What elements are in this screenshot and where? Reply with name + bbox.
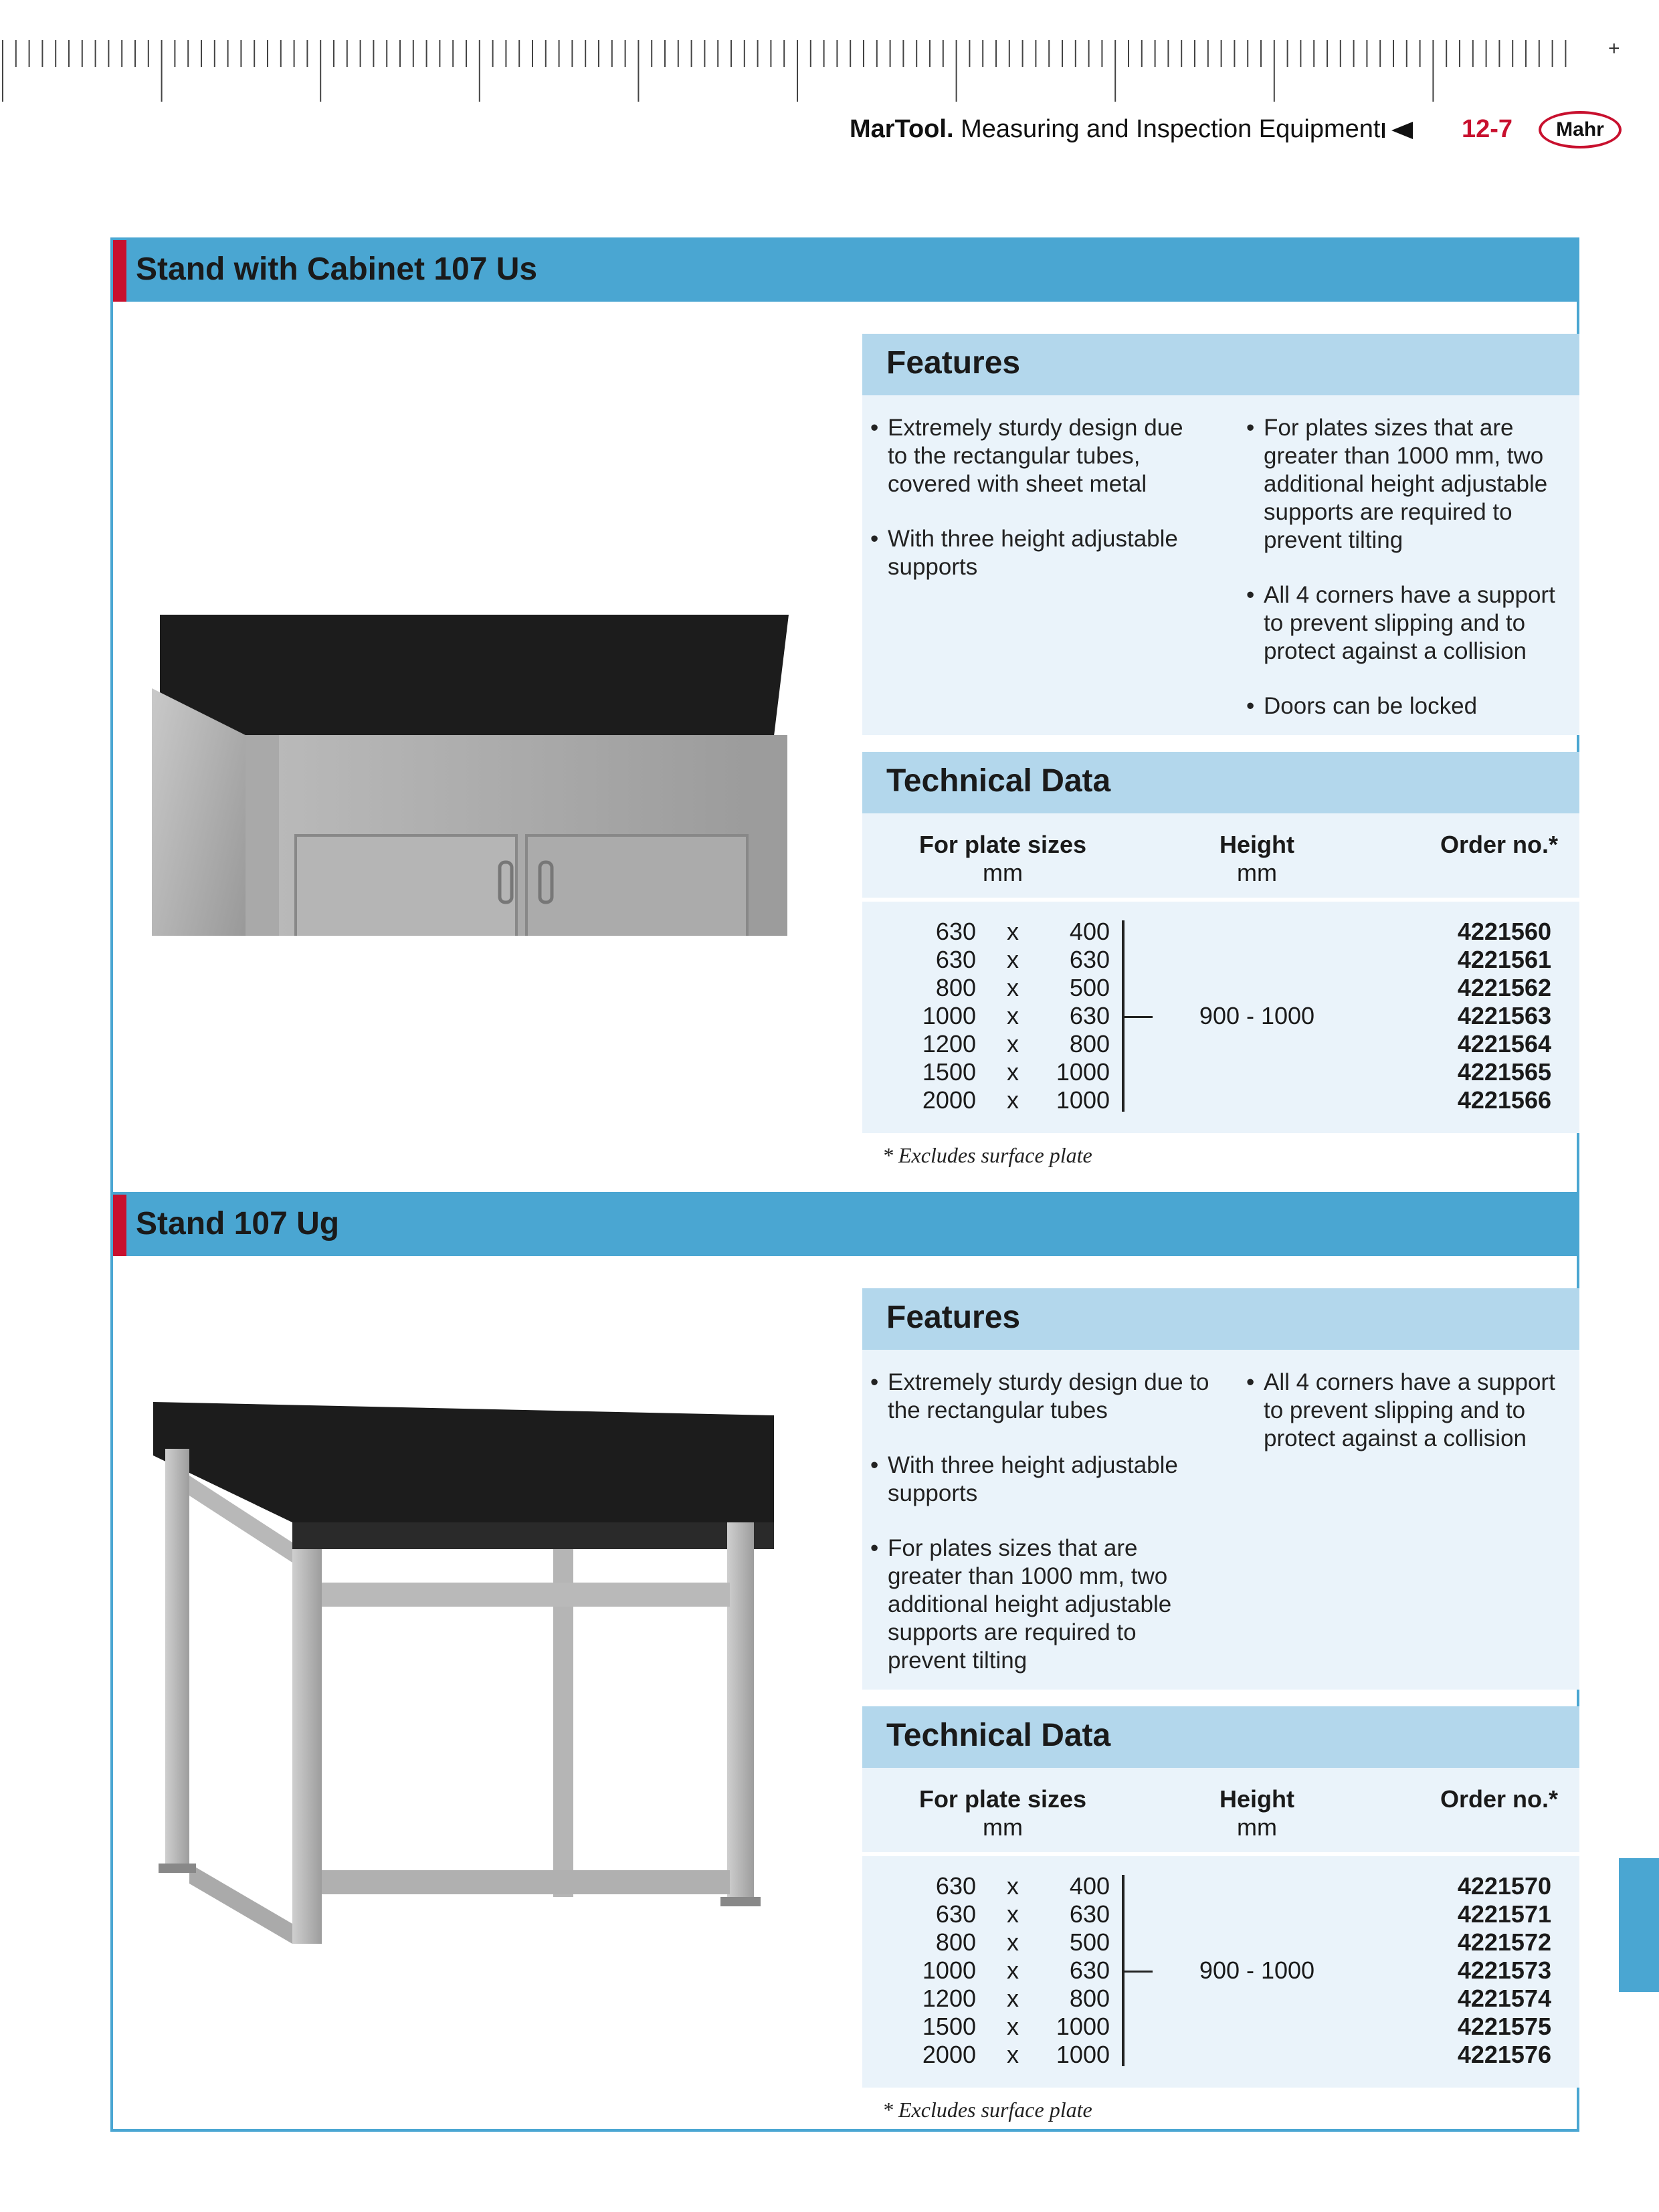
feature-item: • All 4 corners have a support to prevent slipping and to protect against a collision bbox=[1246, 581, 1574, 666]
section-stand-with-cabinet bbox=[110, 237, 1579, 1194]
plate-width: 1000 bbox=[922, 1956, 976, 1984]
page-ruler bbox=[0, 32, 1579, 106]
plate-width: 1500 bbox=[922, 2013, 976, 2040]
table-row bbox=[862, 1058, 1579, 1086]
section-header-bar bbox=[113, 1195, 1577, 1256]
order-number: 4221562 bbox=[1457, 974, 1551, 1001]
feature-item: • With three height adjustable supports bbox=[870, 525, 1218, 581]
order-number: 4221571 bbox=[1457, 1900, 1551, 1928]
plate-length: 1000 bbox=[1056, 1086, 1110, 1114]
order-number: 4221576 bbox=[1457, 2041, 1551, 2068]
features-panel bbox=[862, 334, 1579, 735]
order-number: 4221561 bbox=[1457, 946, 1551, 973]
feature-item: • For plates sizes that are greater than 1000 mm, two additional height adjustable supports are required to prevent tilting bbox=[1246, 414, 1574, 555]
table-row bbox=[862, 1872, 1579, 1900]
technical-data-panel bbox=[862, 1706, 1579, 2088]
plate-length: 500 bbox=[1069, 1928, 1110, 1956]
plate-width: 630 bbox=[935, 1872, 976, 1900]
height-bracket-tick bbox=[1125, 1016, 1153, 1018]
col-plate-sizes: For plate sizes mm bbox=[918, 831, 1087, 886]
technical-data-panel bbox=[862, 752, 1579, 1133]
plate-width: 1200 bbox=[922, 1030, 976, 1058]
technical-data-heading-bar bbox=[862, 752, 1579, 813]
table-row bbox=[862, 1030, 1579, 1058]
table-body bbox=[862, 918, 1579, 1118]
order-number: 4221564 bbox=[1457, 1030, 1551, 1058]
features-list-left bbox=[870, 414, 1218, 608]
mahr-logo: Mahr bbox=[1539, 111, 1622, 148]
times-sign: x bbox=[1007, 1956, 1019, 1984]
plate-length: 800 bbox=[1069, 1985, 1110, 2012]
table-divider bbox=[862, 898, 1579, 902]
times-sign: x bbox=[1007, 1002, 1019, 1029]
times-sign: x bbox=[1007, 1086, 1019, 1114]
plate-width: 630 bbox=[935, 946, 976, 973]
chapter-side-tab bbox=[1619, 1858, 1659, 1992]
features-list-right bbox=[1246, 414, 1574, 747]
section-header-bar bbox=[113, 240, 1577, 302]
features-heading: Features bbox=[886, 1300, 1021, 1335]
footnote: * Excludes surface plate bbox=[882, 2098, 1092, 2122]
table-row bbox=[862, 2013, 1579, 2041]
col-height: Height mm bbox=[1219, 1785, 1294, 1841]
table-row bbox=[862, 946, 1579, 974]
table-row bbox=[862, 1086, 1579, 1114]
plate-width: 800 bbox=[935, 1928, 976, 1956]
times-sign: x bbox=[1007, 2041, 1019, 2068]
section-title: Stand 107 Ug bbox=[136, 1206, 340, 1241]
col-height: Height mm bbox=[1219, 831, 1294, 886]
feature-item: • With three height adjustable supports bbox=[870, 1451, 1218, 1508]
header-title bbox=[850, 115, 1380, 144]
technical-data-heading: Technical Data bbox=[886, 1718, 1111, 1753]
plate-width: 630 bbox=[935, 918, 976, 945]
order-number: 4221566 bbox=[1457, 1086, 1551, 1114]
features-panel bbox=[862, 1288, 1579, 1690]
plate-length: 630 bbox=[1069, 1956, 1110, 1984]
plate-width: 1000 bbox=[922, 1002, 976, 1029]
features-heading-bar bbox=[862, 334, 1579, 395]
features-heading: Features bbox=[886, 345, 1021, 381]
feature-item: • Extremely sturdy design due to the rectangular tubes bbox=[870, 1369, 1218, 1425]
plate-length: 1000 bbox=[1056, 2013, 1110, 2040]
order-number: 4221560 bbox=[1457, 918, 1551, 945]
technical-data-heading-bar bbox=[862, 1706, 1579, 1768]
plate-width: 800 bbox=[935, 974, 976, 1001]
order-number: 4221572 bbox=[1457, 1928, 1551, 1956]
plate-length: 630 bbox=[1069, 1002, 1110, 1029]
plate-length: 400 bbox=[1069, 918, 1110, 945]
table-row bbox=[862, 918, 1579, 946]
features-list-left bbox=[870, 1369, 1218, 1702]
order-number: 4221575 bbox=[1457, 2013, 1551, 2040]
feature-item: • All 4 corners have a support to prevent slipping and to protect against a collision bbox=[1246, 1369, 1574, 1453]
col-plate-sizes: For plate sizes mm bbox=[918, 1785, 1087, 1841]
times-sign: x bbox=[1007, 2013, 1019, 2040]
technical-data-heading: Technical Data bbox=[886, 763, 1111, 799]
features-list-right bbox=[1246, 1369, 1574, 1480]
stand-with-cabinet-image bbox=[152, 401, 848, 936]
col-order-no: Order no.* bbox=[1440, 831, 1558, 858]
plate-length: 800 bbox=[1069, 1030, 1110, 1058]
height-value: 900 - 1000 bbox=[1199, 1002, 1315, 1029]
times-sign: x bbox=[1007, 1985, 1019, 2012]
table-divider bbox=[862, 1852, 1579, 1856]
table-body bbox=[862, 1872, 1579, 2073]
plate-length: 630 bbox=[1069, 1900, 1110, 1928]
table-row bbox=[862, 974, 1579, 1002]
height-bracket-tick bbox=[1125, 1971, 1153, 1973]
plate-length: 630 bbox=[1069, 946, 1110, 973]
times-sign: x bbox=[1007, 1030, 1019, 1058]
order-number: 4221574 bbox=[1457, 1985, 1551, 2012]
height-value: 900 - 1000 bbox=[1199, 1956, 1315, 1984]
section-title: Stand with Cabinet 107 Us bbox=[136, 252, 538, 287]
section-stand-ug bbox=[110, 1192, 1579, 2132]
plate-width: 1500 bbox=[922, 1058, 976, 1086]
feature-item: • For plates sizes that are greater than 1000 mm, two additional height adjustable supports are required to prevent tilting bbox=[870, 1534, 1218, 1675]
page-number: 12-7 bbox=[1462, 115, 1513, 143]
times-sign: x bbox=[1007, 1928, 1019, 1956]
header-subtitle: Measuring and Inspection Equipment bbox=[961, 115, 1381, 143]
stand-ug-image bbox=[145, 1395, 841, 1944]
plate-length: 500 bbox=[1069, 974, 1110, 1001]
col-order-no: Order no.* bbox=[1440, 1785, 1558, 1813]
table-row bbox=[862, 1985, 1579, 2013]
times-sign: x bbox=[1007, 974, 1019, 1001]
table-row bbox=[862, 2041, 1579, 2069]
times-sign: x bbox=[1007, 1872, 1019, 1900]
page-arrow-icon bbox=[1382, 122, 1414, 139]
order-number: 4221563 bbox=[1457, 1002, 1551, 1029]
order-number: 4221565 bbox=[1457, 1058, 1551, 1086]
times-sign: x bbox=[1007, 946, 1019, 973]
plate-width: 1200 bbox=[922, 1985, 976, 2012]
plate-width: 630 bbox=[935, 1900, 976, 1928]
times-sign: x bbox=[1007, 918, 1019, 945]
feature-item: • Doors can be locked bbox=[1246, 692, 1574, 720]
order-number: 4221570 bbox=[1457, 1872, 1551, 1900]
order-number: 4221573 bbox=[1457, 1956, 1551, 1984]
plate-length: 400 bbox=[1069, 1872, 1110, 1900]
table-row bbox=[862, 1900, 1579, 1928]
plate-width: 2000 bbox=[922, 2041, 976, 2068]
plate-width: 2000 bbox=[922, 1086, 976, 1114]
section-accent-bar bbox=[113, 240, 126, 302]
brand-name: MarTool. bbox=[850, 115, 954, 143]
section-accent-bar bbox=[113, 1195, 126, 1256]
plate-length: 1000 bbox=[1056, 2041, 1110, 2068]
times-sign: x bbox=[1007, 1058, 1019, 1086]
features-heading-bar bbox=[862, 1288, 1579, 1350]
table-row bbox=[862, 1928, 1579, 1956]
registration-mark: + bbox=[1608, 37, 1620, 60]
times-sign: x bbox=[1007, 1900, 1019, 1928]
plate-length: 1000 bbox=[1056, 1058, 1110, 1086]
feature-item: • Extremely sturdy design due to the rectangular tubes, covered with sheet metal bbox=[870, 414, 1218, 498]
footnote: * Excludes surface plate bbox=[882, 1143, 1092, 1167]
